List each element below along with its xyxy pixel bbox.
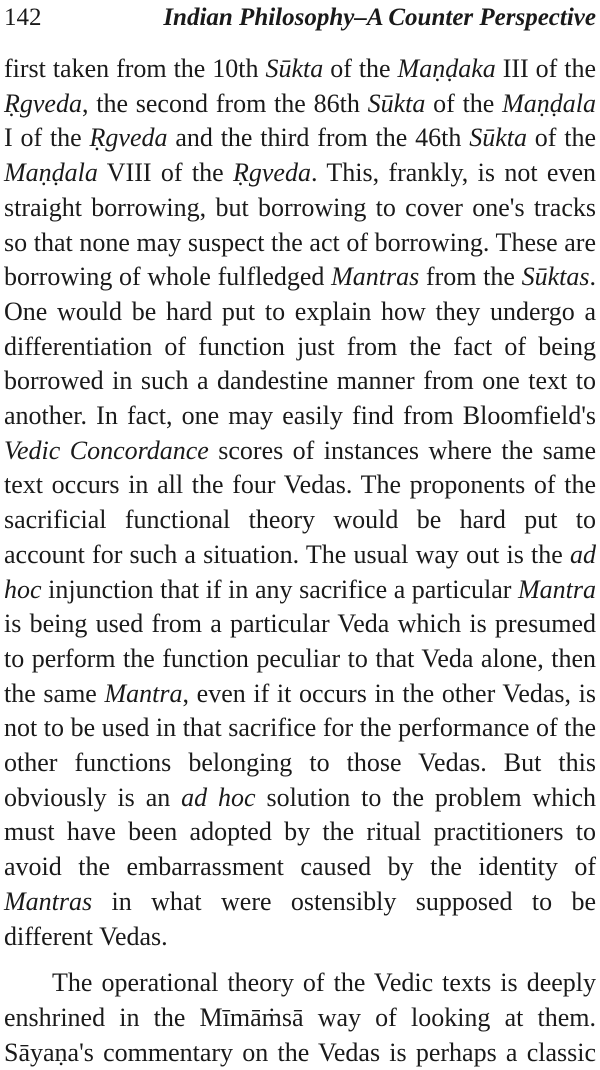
italic-term: ad hoc (181, 782, 256, 812)
italic-term: Ṛgveda (89, 123, 168, 153)
text-run: . One would be hard put to explain how they undergo a differentiation of function just from the fact of being borrowed in such a dandestine manner from one text to another. In fact, one may easily find from Bloomfield's (4, 262, 596, 431)
text-run: injunction that if in any sacrifice a particular (41, 574, 518, 604)
text-run: scores of instances where the same text occurs in all the four Vedas. The proponents of the sacrificial functional theory would be hard put to account for such a situation. The usual way out is the (4, 435, 596, 569)
paragraph-2: The operational theory of the Vedic texts is deeply enshrined in the Mīmāṁsā way of looking at them. Sāyaṇa's commentary on the Vedas is perhaps a classic (4, 968, 596, 1067)
italic-term: Mantras (4, 886, 93, 916)
text-run: of the (526, 123, 597, 153)
italic-term: Sūkta (265, 54, 324, 83)
text-run: and the third from the 46th (167, 123, 470, 153)
text-run: I of the (4, 123, 90, 153)
italic-term: Maṇḍaka (397, 54, 496, 83)
running-title: Indian Philosophy–A Counter Perspective (163, 4, 596, 31)
italic-term: Sūkta (469, 123, 527, 153)
text-run: from the (419, 262, 522, 292)
italic-term: Vedic Concordance (4, 435, 209, 465)
page-header (0, 0, 600, 40)
text-run: in what were ostensibly supposed to be different Vedas. (4, 886, 596, 951)
italic-term: Maṇḍala (502, 88, 596, 118)
text-run: solution to the problem which must have been adopted by the ritual practitioners to avoid the embarrassment caused by the identity of (4, 782, 596, 882)
text-run: . This, frankly, is not even straight borrowing, but borrowing to cover one's tracks so that none may suspect the act of borrowing. These are borrowing of whole fulfledged (4, 158, 597, 292)
body-text (4, 52, 596, 1070)
text-run: of the (425, 88, 503, 118)
italic-term: Sūktas (521, 262, 590, 292)
italic-term: Ṛgveda (233, 158, 311, 188)
text-run: of the (323, 54, 398, 83)
italic-term: Maṇḍala (4, 158, 98, 188)
italic-term: Mantra (518, 574, 596, 604)
italic-term: Mantra (104, 678, 183, 708)
italic-term: Ṛgveda (4, 88, 82, 118)
italic-term: Mantras (331, 262, 420, 292)
text-run: , even if it occurs in the other Vedas, is not to be used in that sacrifice for the performance of the other functions belonging to those Vedas. But this obviously is an (4, 678, 597, 812)
paragraph-1 (4, 52, 596, 954)
italic-term: ad hoc (4, 539, 596, 604)
text-run: is being used from a particular Veda which is presumed to perform the function peculiar to that Veda alone, then the same (4, 609, 596, 708)
text-run: VIII of the (97, 158, 233, 188)
text-run: first taken from the 10th (4, 54, 266, 83)
page-number: 142 (4, 4, 42, 31)
text-run: , the second from the 86th (81, 88, 368, 118)
italic-term: Sūkta (367, 88, 426, 118)
text-run: III of the (495, 54, 596, 83)
